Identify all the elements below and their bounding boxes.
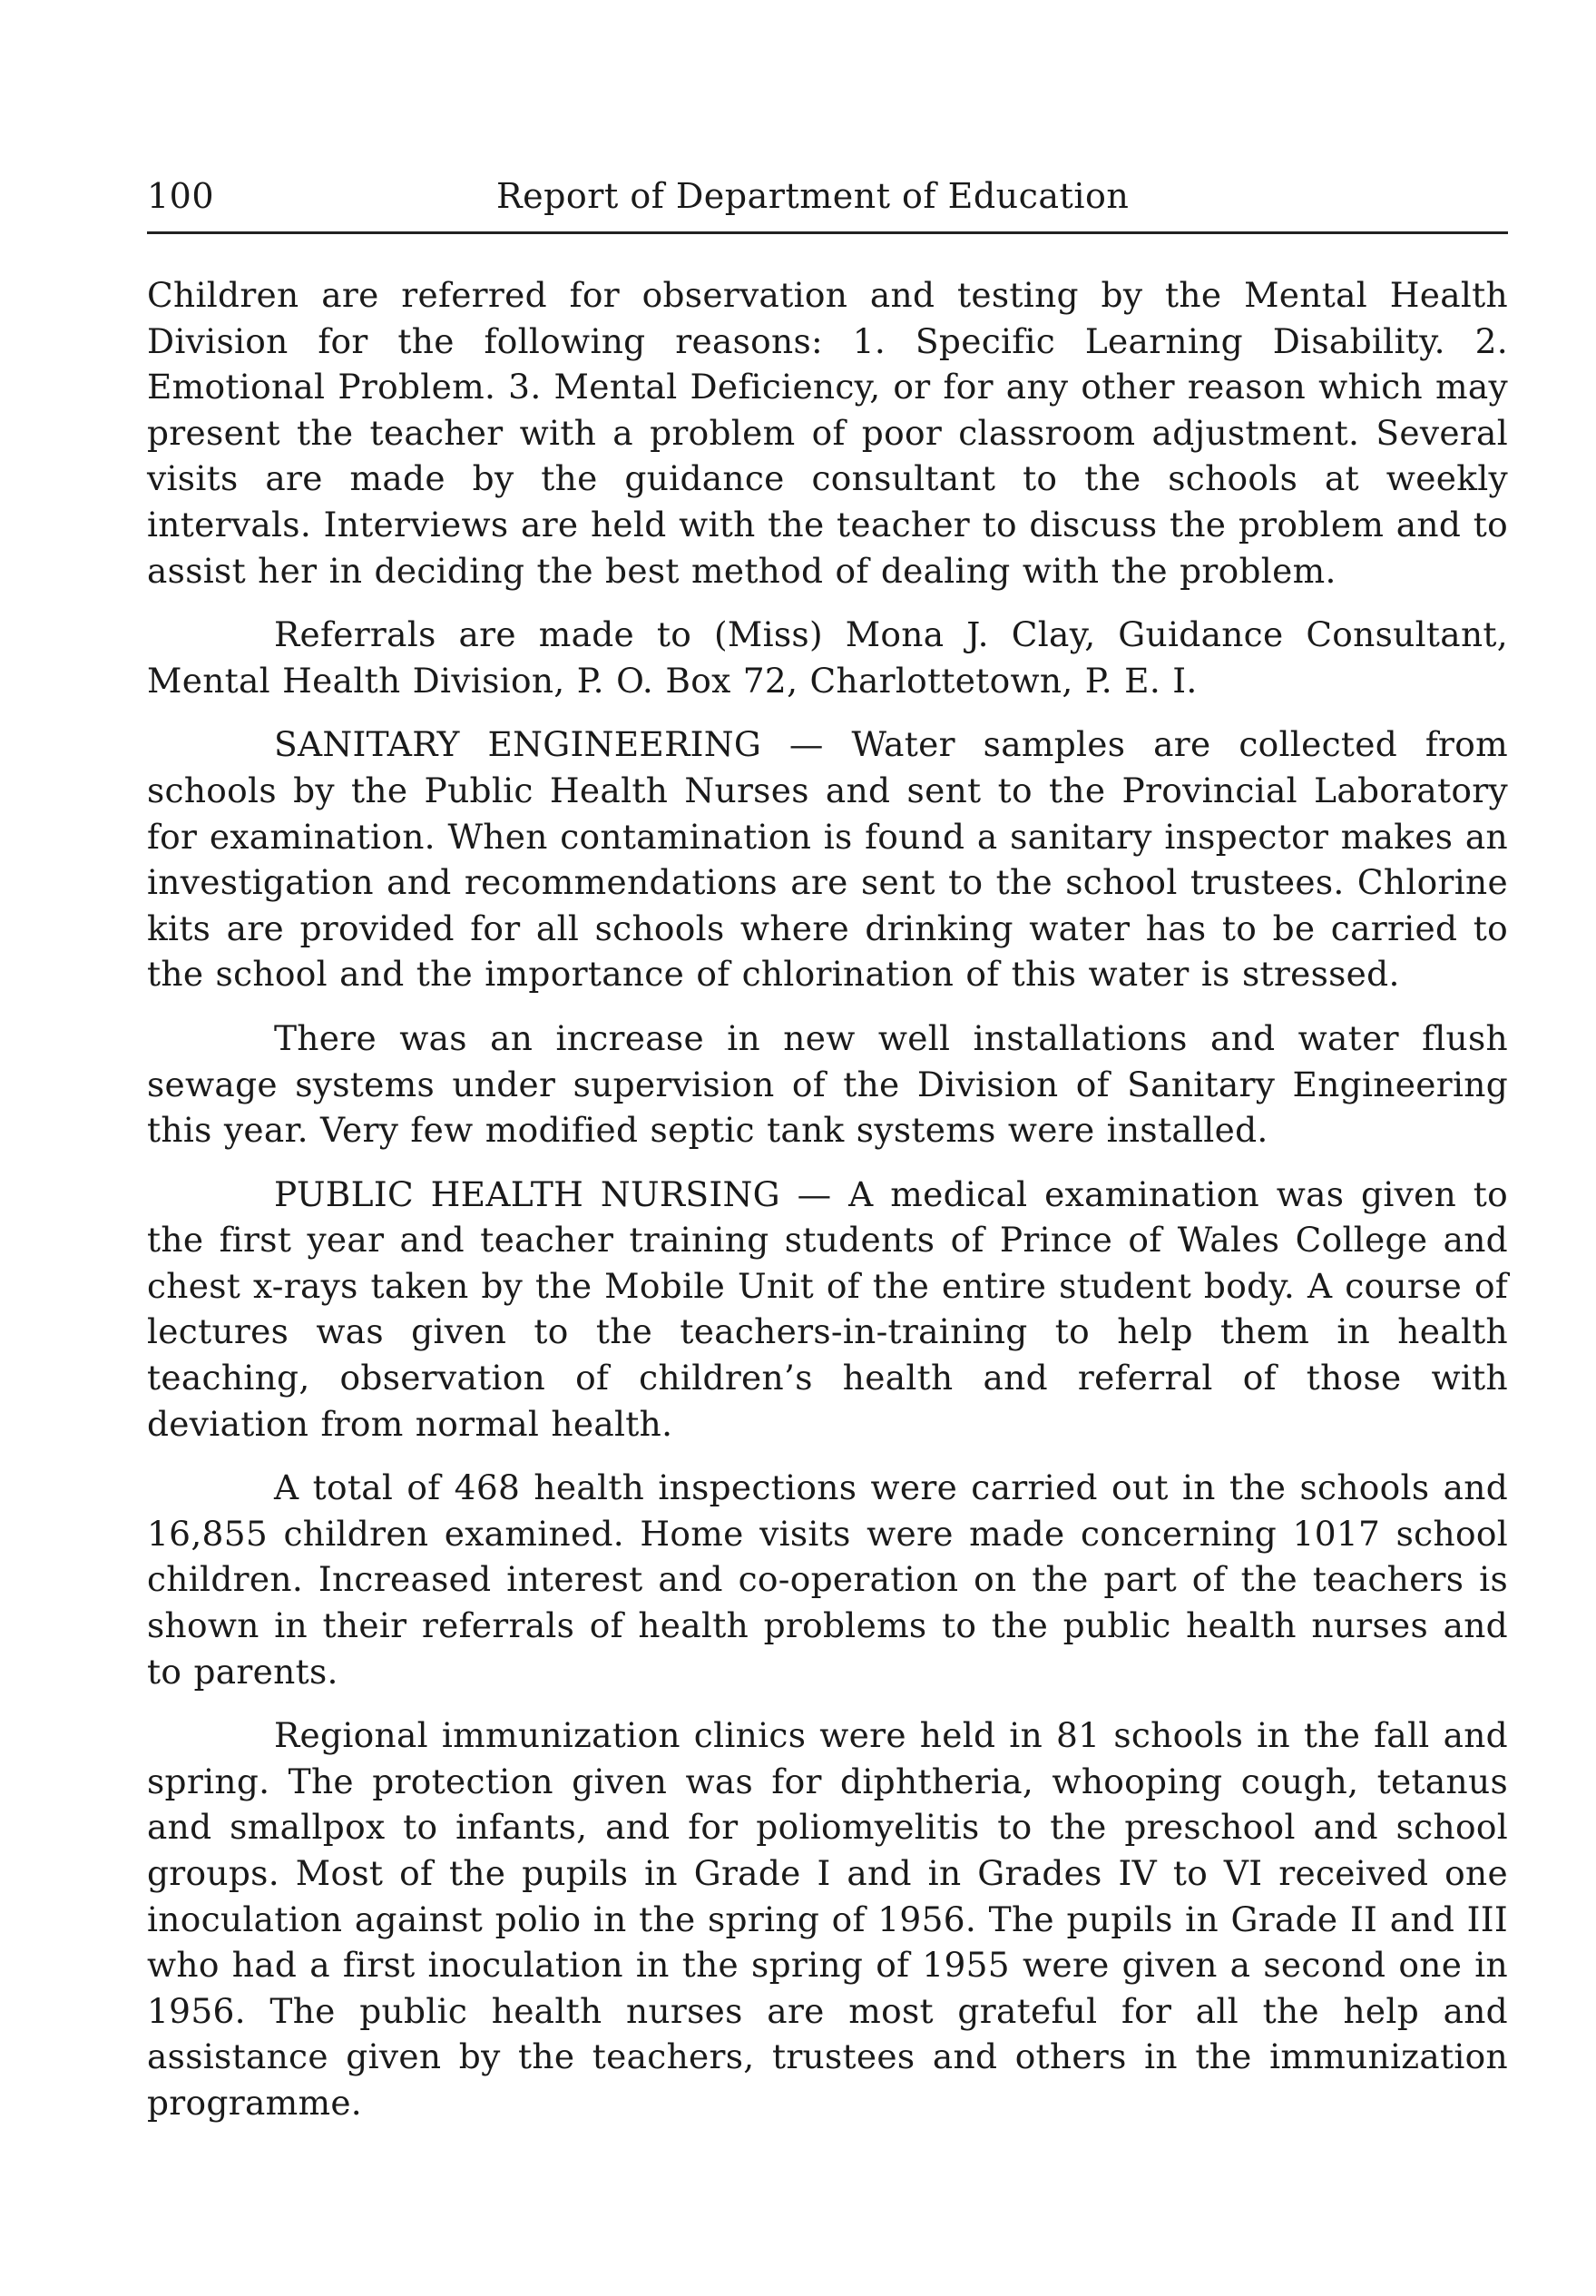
running-head — [147, 168, 1508, 224]
paragraph-immunization-clinics: Regional immunization clinics were held in 81 schools in the fall and spring. The protection given was for diphtheria, whooping cough, tetanus and smallpox to infants, and for poliomyelitis to the preschool and school groups. Most of the pupils in Grade I and in Grades IV to VI received one inoculation against polio in the spring of 1956. The pupils in Grade II and III who had a first inoculation in the spring of 1955 were given a second one in 1956. The public health nurses are most grateful for all the help and assistance given by the teachers, trustees and others in the immunization programme. — [147, 1715, 1508, 2123]
page-number: 100 — [147, 176, 215, 216]
paragraph-public-health-nursing: PUBLIC HEALTH NURSING — A medical examination was given to the first year and teacher training students of Prince of Wales College and chest x-rays taken by the Mobile Unit of the entire student body. A course of lectures was given to the teachers-in-training to help them in health teaching, observation of children’s health and referral of those with deviation from normal health. — [147, 1173, 1508, 1444]
body-text — [147, 272, 1508, 2126]
paragraph-sanitary-engineering: SANITARY ENGINEERING — Water samples are collected from schools by the Public Health Nurses and sent to the Provincial Laboratory for examination. When contamination is found a sanitary inspector makes an investigation and recommendations are sent to the school trustees. Chlorine kits are provided for all schools where drinking water has to be carried to the school and the importance of chlorination of this water is stressed. — [147, 724, 1508, 995]
header-rule — [147, 231, 1508, 234]
running-title: Report of Department of Education — [496, 176, 1130, 216]
document-page — [147, 168, 1508, 2126]
paragraph-sewage-systems: There was an increase in new well installations and water flush sewage systems under supervision of the Division of Sanitary Engineering this year. Very few modified septic tank systems were installed. — [147, 1017, 1508, 1151]
paragraph-health-inspections: A total of 468 health inspections were carried out in the schools and 16,855 children examined. Home visits were made concerning 1017 school children. Increased interest and co-operation on the part of the teachers is shown in their referrals of health problems to the public health nurses and to parents. — [147, 1467, 1508, 1692]
paragraph-referral-contact: Referrals are made to (Miss) Mona J. Clay, Guidance Consultant, Mental Health Division, P. O. Box 72, Charlottetown, P. E. I. — [147, 614, 1508, 701]
paragraph-mental-health-referrals: Children are referred for observation and testing by the Mental Health Division for the following reasons: 1. Specific Learning Disability. 2. Emotional Problem. 3. Mental Deficiency, or for any other reason which may present the teacher with a problem of poor classroom adjustment. Several visits are made by the guidance consultant to the schools at weekly intervals. Interviews are held with the teacher to discuss the problem and to assist her in deciding the best method of dealing with the problem. — [147, 275, 1508, 591]
